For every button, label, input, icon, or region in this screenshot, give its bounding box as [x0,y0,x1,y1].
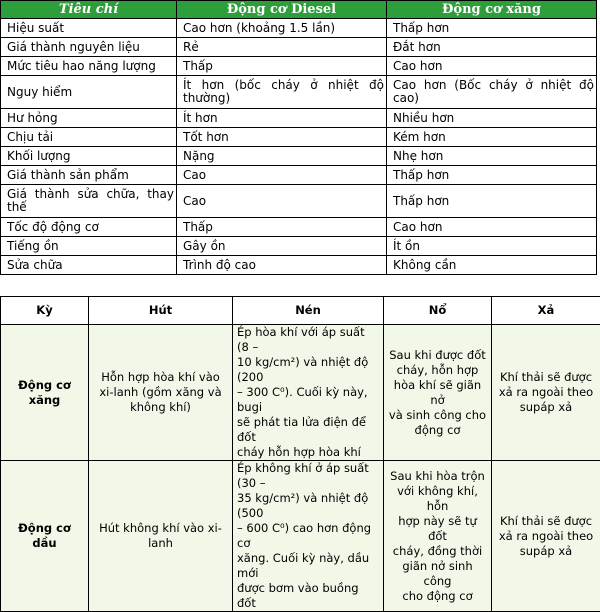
comparison-row [1,128,597,147]
comparison-row [1,38,597,57]
gasoline-cell: Nhiều hơn [387,109,597,128]
comparison-row [1,237,597,256]
gasoline-cell: Nhẹ hơn [387,147,597,166]
exhaust-text: Khí thải sẽ được xả ra ngoài theo supáp xả [496,514,596,559]
comparison-header-row [1,1,597,19]
criteria-cell: Khối lượng [1,147,177,166]
diesel-cell: Rẻ [177,38,387,57]
intake-text: Hỗn hợp hòa khí vào xi-lanh (gồm xăng và không khí) [93,370,228,415]
compression-text: Ép không khí ở áp suất (30 – 35 kg/cm²) và nhiệt độ (500 – 600 C⁰) cao hơn động cơ xăng. Cuối kỳ này, dầu mới được bơm vào buồng đốt [237,461,379,611]
diesel-cell: Ít hơn (bốc cháy ở nhiệt độ thường) [177,76,387,109]
power-text: Sau khi hòa trộn với không khí, hỗn hợp này sẽ tự đốt cháy, đồng thời giãn nở sinh công cho động cơ [388,469,487,604]
power-cell [384,461,492,612]
criteria-cell: Giá thành sản phẩm [1,166,177,185]
gasoline-cell: Cao hơn (Bốc cháy ở nhiệt độ cao) [387,76,597,109]
diesel-cell: Tốt hơn [177,128,387,147]
gasoline-cell: Thấp hơn [387,185,597,218]
power-text: Sau khi được đốt cháy, hỗn hợp hòa khí sẽ giãn nở và sinh công cho động cơ [388,348,487,438]
comparison-row [1,166,597,185]
header-stroke: Kỳ [1,297,89,325]
engine-name: Động cơ xăng [1,325,89,461]
cycle-row-gasoline [1,325,600,461]
comparison-row [1,57,597,76]
diesel-cell: Cao [177,166,387,185]
comparison-row [1,19,597,38]
intake-cell [89,461,233,612]
comparison-row [1,185,597,218]
diesel-cell: Cao [177,185,387,218]
diesel-cell: Ít hơn [177,109,387,128]
exhaust-text: Khí thải sẽ được xả ra ngoài theo supáp xả [496,370,596,415]
header-exhaust: Xả [492,297,600,325]
intake-text: Hút không khí vào xi- lanh [93,521,228,551]
power-cell [384,325,492,461]
cycle-header-row [1,297,600,325]
gasoline-cell: Đắt hơn [387,38,597,57]
cycle-row-diesel [1,461,600,612]
comparison-row [1,147,597,166]
header-gasoline: Động cơ xăng [387,1,597,19]
comparison-row [1,256,597,275]
comparison-row [1,76,597,109]
compression-text: Ép hòa khí với áp suất (8 – 10 kg/cm²) và nhiệt độ (200 – 300 C⁰). Cuối kỳ này, bugi sẽ phát tia lửa điện để đốt cháy hỗn hợp hòa khí [237,325,379,460]
comparison-row [1,109,597,128]
diesel-cell: Thấp [177,218,387,237]
criteria-cell: Hư hỏng [1,109,177,128]
gasoline-cell: Thấp hơn [387,19,597,38]
header-criteria: Tiêu chí [1,1,177,19]
criteria-cell: Tiếng ồn [1,237,177,256]
criteria-cell: Nguy hiểm [1,76,177,109]
gasoline-cell: Không cần [387,256,597,275]
diesel-cell: Thấp [177,57,387,76]
diesel-cell: Trình độ cao [177,256,387,275]
exhaust-cell [492,325,600,461]
engine-cycle-table [0,296,600,612]
diesel-cell: Cao hơn (khoảng 1.5 lần) [177,19,387,38]
criteria-cell: Giá thành sửa chữa, thay thế [1,185,177,218]
gasoline-cell: Ít ồn [387,237,597,256]
exhaust-cell [492,461,600,612]
compression-cell [233,325,384,461]
gasoline-cell: Cao hơn [387,57,597,76]
header-power: Nổ [384,297,492,325]
intake-cell [89,325,233,461]
diesel-cell: Nặng [177,147,387,166]
criteria-cell: Giá thành nguyên liệu [1,38,177,57]
compression-cell [233,461,384,612]
comparison-row [1,218,597,237]
comparison-table [0,0,597,275]
criteria-cell: Mức tiêu hao năng lượng [1,57,177,76]
diesel-cell: Gây ồn [177,237,387,256]
gasoline-cell: Kém hơn [387,128,597,147]
gasoline-cell: Cao hơn [387,218,597,237]
criteria-cell: Sửa chữa [1,256,177,275]
engine-name: Động cơ dầu [1,461,89,612]
header-diesel: Động cơ Diesel [177,1,387,19]
gasoline-cell: Thấp hơn [387,166,597,185]
header-compression: Nén [233,297,384,325]
criteria-cell: Tốc độ động cơ [1,218,177,237]
criteria-cell: Hiệu suất [1,19,177,38]
criteria-cell: Chịu tải [1,128,177,147]
header-intake: Hút [89,297,233,325]
